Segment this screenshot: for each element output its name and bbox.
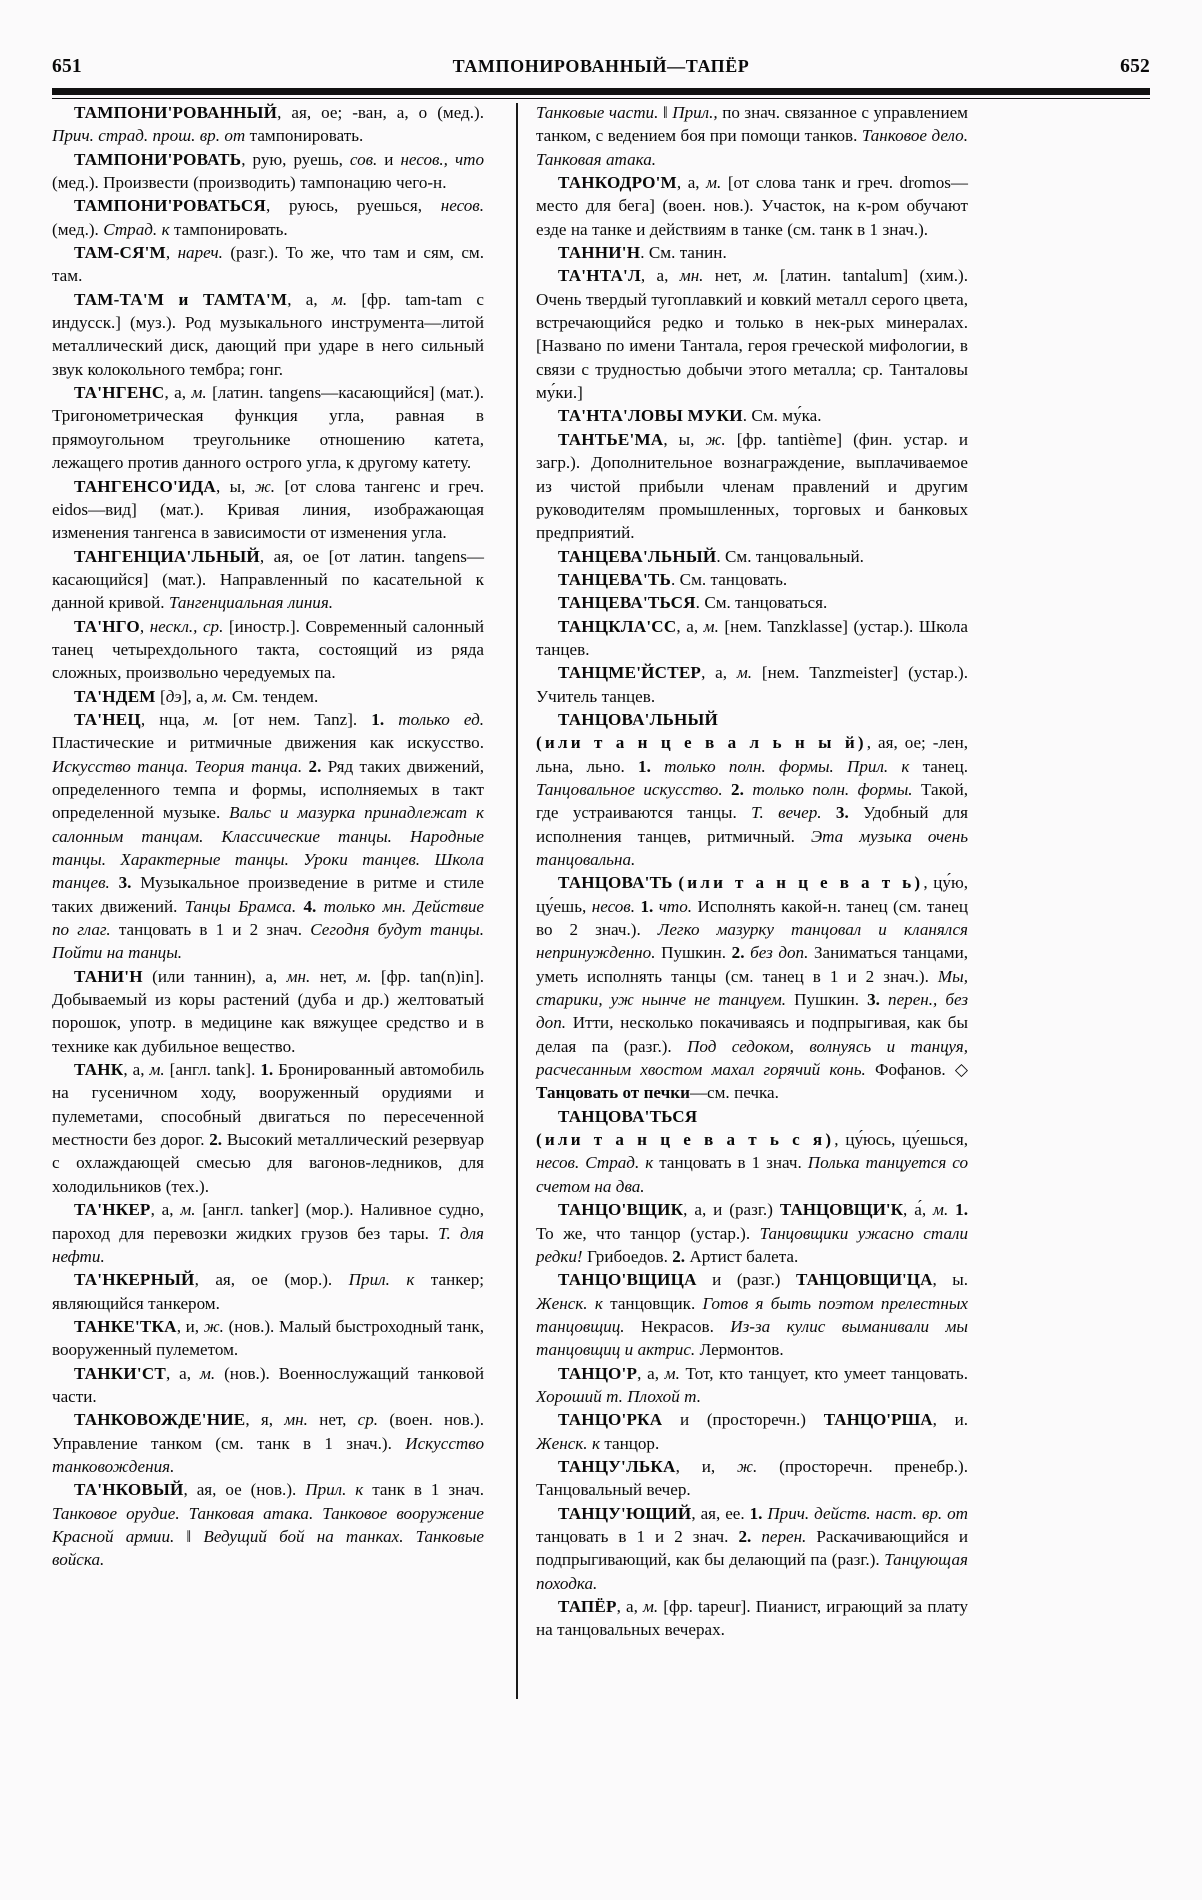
dictionary-entry [52, 1408, 484, 1478]
entry-headword: ТАНКОВОЖДЕ'НИЕ [74, 1410, 246, 1430]
dictionary-entry [536, 1455, 968, 1502]
entry-headword: ТАНЦЕВА'ТЬСЯ [558, 593, 696, 613]
entry-body: , я, мн. нет, ср. (воен. нов.). Управление танком (см. танк в 1 знач.). Искусство танковождения. [52, 1410, 484, 1476]
entry-headword: ТАНЦО'Р [558, 1363, 638, 1383]
entry-body: , нца, м. [от нем. Tanz]. 1. только ед. Пластические и ритмичные движения как искусство. Искусство танца. Теория танца. 2. Ряд таких движений, определенного темпа и формы, исполняемых в такт определенной музыке. Вальс и мазурка принадлежат к салонным танцам. Классические танцы. Народные танцы. Характерные танцы. Уроки танцев. Школа танцев. 3. Музыкальное произведение в ритме и стиле таких движений. Танцы Брамса. 4. только мн. Действие по глаг. танцовать в 1 и 2 знач. Сегодня будут танцы. Пойти на танцы. [52, 709, 485, 963]
entry-body: , а, м. [нем. Tanzklasse] (устар.). Школа танцев. [536, 616, 968, 659]
entry-body: , ая, ое; -лен, льна, льно. 1. только полн. формы. Прил. к танец. Танцовальное искусство. 2. только полн. формы. Такой, где устраиваются танцы. Т. вечер. 3. Удобный для исполнения танцев, ритмичный. Эта музыка очень танцовальна. [536, 733, 969, 869]
entry-body: , нареч. (разг.). То же, что там и сям, см. там. [52, 243, 484, 286]
dictionary-entry [536, 1268, 968, 1361]
entry-headword: ТА'НТА'Л [558, 266, 641, 286]
entry-headword-variant: (или т а н ц е в а т ь с я) [536, 1130, 835, 1150]
entry-body: , а, и (разг.) ТАНЦОВЩИ'К, а́, м. 1. То же, что танцор (устар.). Танцовщики ужасно стали редки! Грибоедов. 2. Артист балета. [536, 1200, 968, 1266]
dictionary-entry [536, 241, 968, 264]
dictionary-entry [536, 568, 968, 591]
entry-headword-variant: (или т а н ц е в а т ь) [678, 873, 924, 893]
entry-body: . См. танцовать. [671, 569, 788, 589]
entry-body: , а, м. Тот, кто танцует, кто умеет танцовать. Хороший т. Плохой т. [536, 1363, 968, 1406]
folio-right: 652 [1120, 56, 1150, 77]
entry-headword: ТАНЦКЛА'СС [558, 616, 677, 636]
entry-headword: ТА'НГЕНС [74, 383, 165, 403]
entry-body: , ая, ее. 1. Прич. действ. наст. вр. от танцовать в 1 и 2 знач. 2. перен. Раскачивающийся и подпрыгивающий, как бы делающий па (разг.). Танцующая походка. [536, 1503, 969, 1593]
dictionary-entry [536, 1408, 968, 1455]
entry-headword: ТАНКЕ'ТКА [74, 1316, 177, 1336]
dictionary-entry [536, 404, 968, 427]
entry-headword: ТАНКОДРО'М [558, 173, 677, 193]
folio-left: 651 [52, 56, 82, 77]
entry-body: , руюсь, руешься, несов. (мед.). Страд. к тампонировать. [52, 196, 484, 239]
dictionary-entry [536, 1502, 968, 1595]
header-rule [52, 88, 1150, 95]
entry-headword: ТАМПОНИ'РОВАТЬСЯ [74, 196, 266, 216]
dictionary-entry [536, 1595, 968, 1642]
entry-headword: ТАНЦУ'ЮЩИЙ [558, 1503, 692, 1523]
entry-body: , а, м. [англ. tank]. 1. Бронированный автомобиль на гусеничном ходу, вооруженный орудиями и пулеметами, способный двигаться по пересеченной местности без дорог. 2. Высокий металлический резервуар с охлаждающей смесью для вагонов-ледников, для холодильников (тех.). [52, 1060, 485, 1196]
entry-body: , а, м. (нов.). Военнослужащий танковой части. [52, 1363, 485, 1406]
dictionary-entry [52, 1478, 484, 1571]
entry-body: . См. танин. [640, 243, 727, 263]
dictionary-entry [52, 965, 484, 1058]
entry-headword: ТА'НКОВЫЙ [74, 1480, 184, 1500]
dictionary-entry [52, 288, 484, 381]
dictionary-entry [536, 871, 968, 1104]
dictionary-entry [536, 591, 968, 614]
dictionary-entry [536, 171, 968, 241]
dictionary-entry [52, 148, 484, 195]
entry-body: , а, м. [фр. tapeur]. Пианист, играющий за плату на танцовальных вечерах. [536, 1597, 968, 1640]
entry-headword: ТАНЦМЕ'ЙСТЕР [558, 663, 702, 683]
dictionary-entry [536, 545, 968, 568]
entry-body: , а, м. [фр. tam-tam с индусск.] (муз.). Род музыкального инструмента—литой металлический диск, дающий при ударе в него сильный звук колокольного тембра; гонг. [52, 289, 484, 379]
dictionary-entry [536, 1198, 968, 1268]
dictionary-entry [52, 194, 484, 241]
entry-body: и (просторечн.) ТАНЦО'РША, и. Женск. к танцор. [536, 1410, 968, 1453]
entry-headword-variant: (или т а н ц е в а л ь н ы й) [536, 733, 867, 753]
dictionary-entry [536, 101, 968, 171]
dictionary-entry [536, 708, 968, 871]
entry-body: , ая, ое (нов.). Прил. к танк в 1 знач. Танковое орудие. Танковая атака. Танковое вооружение Красной армии. ‖ Ведущий бой на танках. Танковые войска. [52, 1480, 485, 1570]
entry-headword: ТА'НГО [74, 616, 140, 636]
entry-headword: ТАНЦОВА'ТЬ [558, 873, 673, 893]
entry-headword: ТАМ-СЯ'М [74, 243, 166, 263]
entry-body: , а, мн. нет, м. [латин. tantalum] (хим.). Очень твердый тугоплавкий и ковкий металл серого цвета, встречающийся редко и только в нек-рых минералах. [Названо по имени Тантала, героя греческой мифологии, в связи с трудностью добычи этого металла; ср. Танталовы му́ки.] [536, 266, 968, 403]
dictionary-entry [52, 545, 484, 615]
column-divider [516, 103, 518, 1699]
dictionary-entry [52, 1315, 484, 1362]
entry-headword: ТАНЦО'ВЩИК [558, 1200, 684, 1220]
dictionary-entry [52, 1268, 484, 1315]
entry-body: и (разг.) ТАНЦОВЩИ'ЦА, ы. Женск. к танцовщик. Готов я быть поэтом прелестных танцовщиц. Некрасов. Из-за кулис выманивали мы танцовщиц и актрис. Лермонтов. [536, 1270, 969, 1360]
dictionary-entry [52, 1058, 484, 1198]
entry-headword: ТАНЦЕВА'ЛЬНЫЙ [558, 546, 717, 566]
entry-headword: ТАННИ'Н [558, 243, 641, 263]
entry-headword: ТАМПОНИ'РОВАТЬ [74, 149, 242, 169]
entry-headword: ТА'НКЕР [74, 1200, 151, 1220]
entry-body: , а, м. [от слова танк и греч. dromos—место для бега] (воен. нов.). Участок, на к-ром обучают езде на танке и действиям в танке (см. танк в 1 знач.). [536, 173, 968, 239]
entry-body: , и, ж. (нов.). Малый быстроходный танк, вооруженный пулеметом. [52, 1316, 484, 1360]
entry-body: , и, ж. (просторечн. пренебр.). Танцовальный вечер. [536, 1456, 968, 1500]
running-head-title: ТАМПОНИРОВАННЫЙ—ТАПЁР [452, 56, 750, 76]
entry-headword: ТАМ-ТА'М и ТАМТА'М [74, 289, 288, 309]
dictionary-entry [536, 1105, 968, 1198]
dictionary-entry [52, 615, 484, 685]
dictionary-entry [536, 264, 968, 404]
running-head [52, 56, 1150, 82]
entry-body: . См. му́ка. [742, 406, 822, 426]
entry-headword: ТА'НДЕМ [74, 686, 156, 706]
entry-body: , а, м. [нем. Tanzmeister] (устар.). Учитель танцев. [536, 663, 968, 706]
entry-body: , а, м. [англ. tanker] (мор.). Наливное судно, пароход для перевозки жидких грузов без тары. Т. для нефти. [52, 1200, 484, 1266]
entry-body: , цу́ю, цу́ешь, несов. 1. что. Исполнять какой-н. танец (см. танец во 2 знач.). Легко мазурку танцовал и кланялся непринужденно. Пушкин. 2. без доп. Заниматься танцами, уметь исполнять танцы (см. танец в 1 и 2 знач.). Мы, старики, уж нынче не танцуем. Пушкин. 3. перен., без доп. Итти, несколько покачиваясь и подпрыгивая, как бы делая па (разг.). Под седоком, волнуясь и танцуя, расчесанным хвостом махал горячий конь. Фофанов. ◇ Танцовать от печки—см. печка. [536, 873, 969, 1103]
entry-headword: ТА'НЕЦ [74, 709, 141, 729]
entry-body: Танковые части. ‖ Прил., по знач. связанное с управлением танком, с ведением боя при помощи танков. Танковое дело. Танковая атака. [536, 103, 969, 169]
entry-headword: ТАНГЕНЦИА'ЛЬНЫЙ [74, 546, 260, 566]
dictionary-entry [52, 475, 484, 545]
entry-body: , ая, ое (мор.). Прил. к танкер; являющийся танкером. [52, 1270, 484, 1313]
entry-body: , рую, руешь, сов. и несов., что (мед.). Произвести (производить) тампонацию чего-н. [52, 149, 484, 193]
entry-body: , нескл., ср. [иностр.]. Современный салонный танец четырехдольного такта, состоящий из ряда сложных, произвольно чередуемых па. [52, 616, 484, 683]
dictionary-entry [52, 1198, 484, 1268]
entry-headword: ТАНК [74, 1060, 124, 1080]
entry-body: , ы, ж. [от слова тангенс и греч. eidos—вид] (мат.). Кривая линия, изображающая изменения тангенса в зависимости от изменения угла. [52, 476, 484, 543]
entry-body: . См. танцовальный. [716, 546, 864, 566]
entry-body: , ая, ое; -ван, а, о (мед.). Прич. страд. прош. вр. от тампонировать. [52, 103, 484, 146]
entry-headword: ТАНЦОВА'ЛЬНЫЙ [558, 709, 718, 729]
entry-headword: ТАНЦО'РКА [558, 1410, 663, 1430]
entry-headword: ТАПЁР [558, 1597, 617, 1616]
entry-headword: ТАНИ'Н [74, 966, 143, 986]
entry-headword: ТАНЦОВА'ТЬСЯ [558, 1106, 698, 1126]
dictionary-entry [536, 1362, 968, 1409]
dictionary-entry [52, 101, 484, 148]
entry-headword: ТАНЦО'ВЩИЦА [558, 1270, 697, 1290]
entry-body: [дэ], а, м. См. тендем. [155, 686, 319, 706]
dictionary-entry [536, 428, 968, 545]
dictionary-entry [52, 708, 484, 965]
dictionary-entry [52, 381, 484, 474]
entry-body: . См. танцоваться. [695, 593, 828, 613]
dictionary-entry [536, 615, 968, 662]
entry-headword: ТАНКИ'СТ [74, 1363, 166, 1383]
entry-headword: ТА'НТА'ЛОВЫ МУКИ [558, 406, 743, 426]
entry-body: , цу́юсь, цу́ешься, несов. Страд. к танцовать в 1 знач. Полька танцуется со счетом на два. [536, 1130, 968, 1196]
dictionary-entry [52, 685, 484, 708]
entry-headword: ТАНЦЕВА'ТЬ [558, 569, 672, 589]
entry-body: (или таннин), а, мн. нет, м. [фр. tan(n)in]. Добываемый из коры растений (дуба и др.) желтоватый порошок, употр. в медицине как вяжущее средство и в технике как дубильное вещество. [52, 966, 484, 1056]
entry-body: , а, м. [латин. tangens—касающийся] (мат.). Тригонометрическая функция угла, равная в прямоугольном треугольнике отношению катета, лежащего против данного острого угла, к другому катету. [52, 383, 484, 473]
dictionary-entry [536, 661, 968, 708]
entry-body: , ая, ое [от латин. tangens—касающийся] (мат.). Направленный по касательной к данной кривой. Тангенциальная линия. [52, 546, 484, 613]
entry-headword: ТАНГЕНСО'ИДА [74, 476, 216, 496]
entry-headword: ТАНЦУ'ЛЬКА [558, 1456, 676, 1476]
entry-headword: ТАНТЬЕ'МА [558, 429, 664, 449]
dictionary-entry [52, 241, 484, 288]
entry-body: , ы, ж. [фр. tantième] (фин. устар. и загр.). Дополнительное вознаграждение, выплачиваемое из чистой прибыли членам правлений и другим руководителям промышленных, торговых и банковых предприятий. [536, 429, 968, 543]
entry-headword: ТА'НКЕРНЫЙ [74, 1270, 195, 1290]
right-column [532, 101, 968, 1864]
dictionary-entry [52, 1362, 484, 1409]
columns-container [52, 101, 1150, 1864]
entry-headword: ТАМПОНИ'РОВАННЫЙ [74, 103, 278, 122]
left-column [52, 101, 502, 1864]
